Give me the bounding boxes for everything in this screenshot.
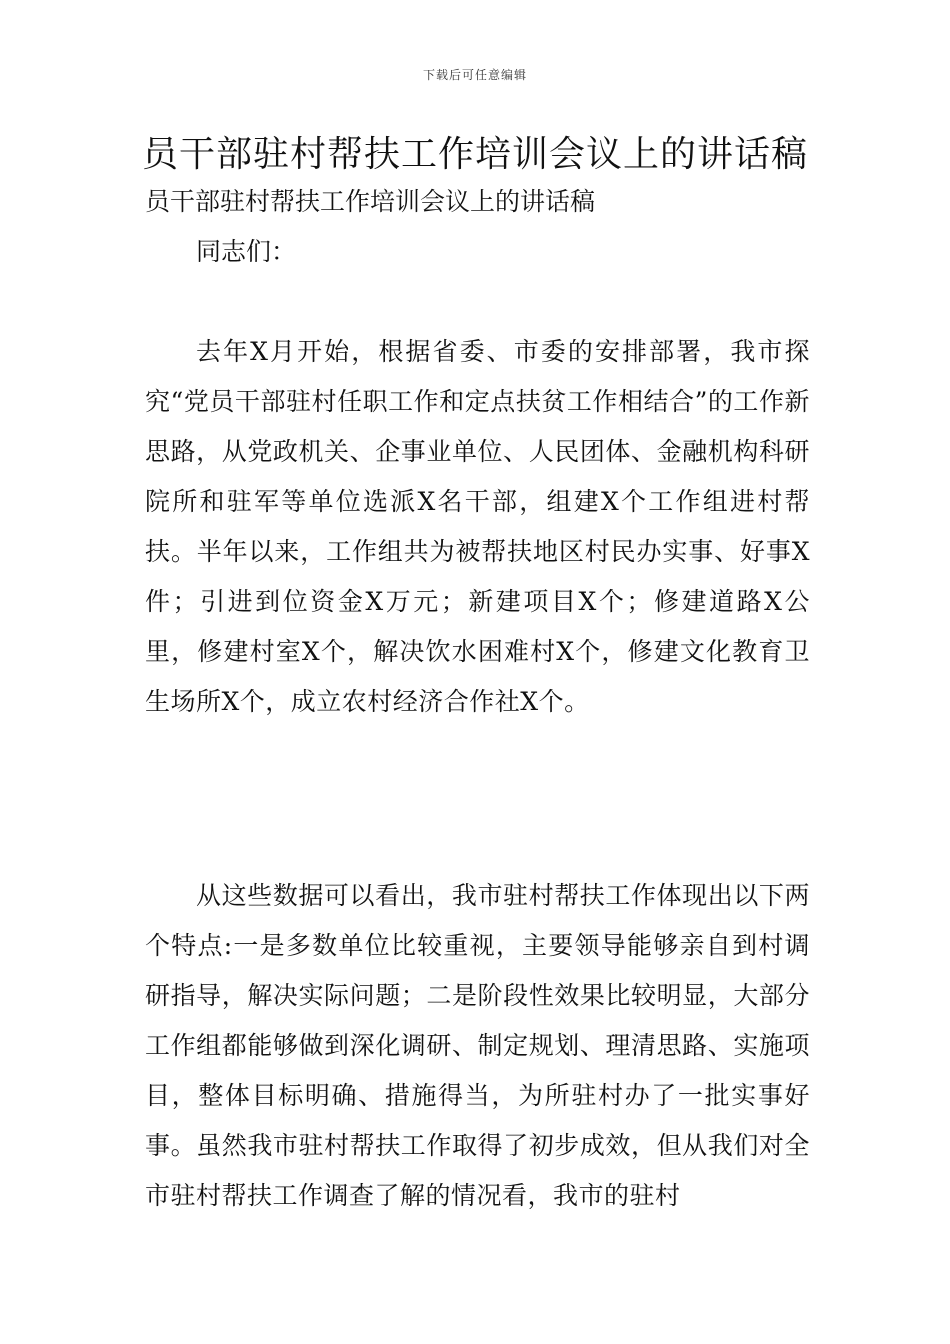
paragraph: 去年X月开始，根据省委、市委的安排部署，我市探究“党员干部驻村任职工作和定点扶贫工作相结合”的工作新思路，从党政机关、企事业单位、人民团体、金融机构科研院所和驻军等单位选派X名干部，组建X个工作组进村帮扶。半年以来，工作组共为被帮扶地区村民办实事、好事X件；引进到位资金X万元；新建项目X个；修建道路X公里，修建村室X个，解决饮水困难村X个，修建文化教育卫生场所X个，成立农村经济合作社X个。 xyxy=(145,337,810,716)
salutation: 同志们： xyxy=(196,237,297,266)
document-subtitle: 员干部驻村帮扶工作培训会议上的讲话稿 xyxy=(145,187,596,216)
header-note: 下载后可任意编辑 xyxy=(422,68,527,82)
paragraph: 从这些数据可以看出，我市驻村帮扶工作体现出以下两个特点:一是多数单位比较重视，主要领导能够亲自到村调研指导，解决实际问题；二是阶段性效果比较明显，大部分工作组都能够做到深化调研、制定规划、理清思路、实施项目，整体目标明确、措施得当，为所驻村办了一批实事好事。虽然我市驻村帮扶工作取得了初步成效，但从我们对全市驻村帮扶工作调查了解的情况看，我市的驻村 xyxy=(145,881,810,1210)
document-title: 员干部驻村帮扶工作培训会议上的讲话稿 xyxy=(141,134,808,175)
